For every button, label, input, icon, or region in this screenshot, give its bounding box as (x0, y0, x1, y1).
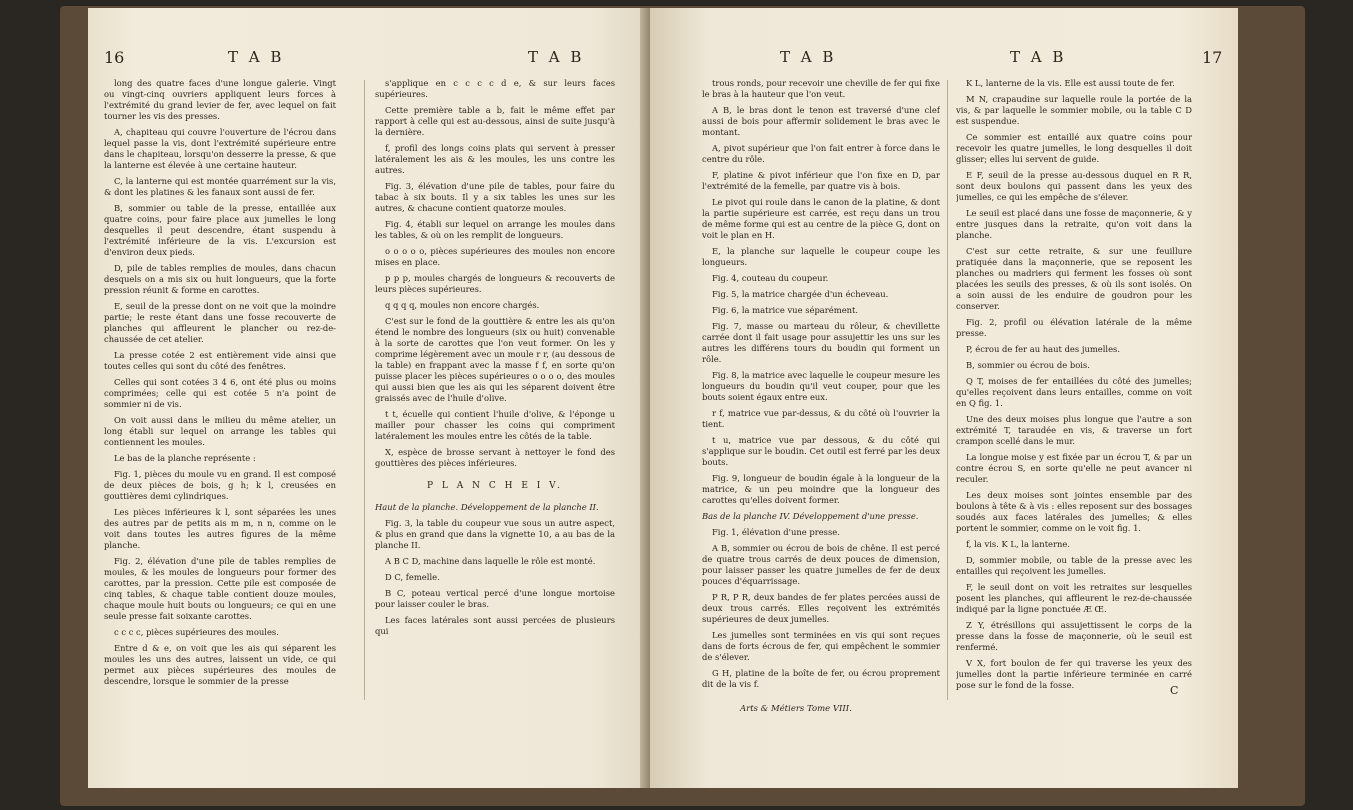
plate-subheading: Haut de la planche. Développement de la planche II. (375, 502, 599, 512)
paragraph: La longue moise y est fixée par un écrou T, & par un contre écrou S, en sorte qu'elle ne peut avancer ni reculer. (956, 452, 1192, 484)
paragraph: G H, platine de la boîte de fer, ou écrou proprement dit de la vis f. (702, 668, 940, 689)
paragraph: Fig. 1, élévation d'une presse. (712, 527, 840, 537)
paragraph: B, sommier ou table de la presse, entaillée aux quatre coins, pour faire place aux jumelles le long desquelles il peut descendre, étant suspendu à l'extrémité inférieure de la vis. L'excursion est d'environ deux pieds. (104, 203, 336, 257)
running-head-right-2: T A B (1010, 48, 1067, 66)
paragraph: C'est sur le fond de la gouttière & entre les ais qu'on étend le nombre des longueurs (six ou huit) convenable à la sorte de carottes que l'on veut former. On les y comprime légèrement avec un moule r r, (au dessous de la table) en frappant avec la masse f f, en sorte qu'on puisse placer les pièces supérieures o o o o, des moules qui aussi bien que les ais qui les séparent doivent être graissés avec de l'huile d'olive. (375, 316, 615, 403)
paragraph: Les jumelles sont terminées en vis qui sont reçues dans de forts écrous de fer, qui empêchent le sommier de s'élever. (702, 630, 940, 662)
paragraph: A B, le bras dont le tenon est traversé d'une clef aussi de bois pour affermir solidement le bras avec le montant. (702, 105, 940, 137)
paragraph: Fig. 9, longueur de boudin égale à la longueur de la matrice, & un peu moindre que la longueur des carottes qu'elles doivent former. (702, 473, 940, 505)
running-head-right-1: T A B (780, 48, 837, 66)
paragraph: trous ronds, pour recevoir une cheville de fer qui fixe le bras à la hauteur que l'on veut. (702, 78, 940, 99)
paragraph: long des quatre faces d'une longue galerie. Vingt ou vingt-cinq ouvriers appliquent leurs forces à l'extrémité du grand levier de fer, avec lequel on fait tourner les vis des presses. (104, 78, 336, 121)
paragraph: Le seuil est placé dans une fosse de maçonnerie, & y entre jusques dans la retraite, qu'on voit dans la planche. (956, 208, 1192, 240)
paragraph: Les pièces inférieures k l, sont séparées les unes des autres par de petits ais m m, n n, comme on le voit dans toutes les autres figures de la même planche. (104, 507, 336, 550)
column-4 (956, 78, 1192, 718)
paragraph: Celles qui sont cotées 3 4 6, ont été plus ou moins comprimées; celle qui est cotée 5 n'a point de sommier ni de vis. (104, 377, 336, 409)
paragraph: Fig. 4, établi sur lequel on arrange les moules dans les tables, & où on les remplit de longueurs. (375, 219, 615, 240)
paragraph: Fig. 3, la table du coupeur vue sous un autre aspect, & plus en grand que dans la vignette 10, a au bas de la planche II. (375, 518, 615, 550)
column-1 (104, 78, 336, 718)
plate-heading: P L A N C H E I V. (427, 481, 563, 491)
paragraph: X, espèce de brosse servant à nettoyer le fond des gouttières des pièces inférieures. (375, 447, 615, 468)
paragraph: A B C D, machine dans laquelle le rôle est monté. (385, 556, 596, 566)
running-head-left-2: T A B (528, 48, 585, 66)
left-page (88, 8, 678, 788)
paragraph: Ce sommier est entaillé aux quatre coins pour recevoir les quatre jumelles, le long desquelles il doit glisser; elles lui servent de guide. (956, 132, 1192, 164)
column-rule-right (947, 80, 948, 700)
paragraph: D C, femelle. (385, 572, 440, 582)
paragraph: o o o o o, pièces supérieures des moules non encore mises en place. (375, 246, 615, 267)
paragraph: c c c c, pièces supérieures des moules. (114, 627, 279, 637)
running-head-left-1: T A B (228, 48, 285, 66)
paragraph: A, chapiteau qui couvre l'ouverture de l'écrou dans lequel passe la vis, dont l'extrémité supérieure entre dans le chapiteau, lorsqu'on desserre la presse, & que la lanterne est élevée à une certaine hauteur. (104, 127, 336, 170)
page-number-right: 17 (1202, 48, 1223, 67)
paragraph: B, sommier ou écrou de bois. (966, 360, 1090, 370)
paragraph: s'applique en c c c c d e, & sur leurs faces supérieures. (375, 78, 615, 99)
paragraph: r f, matrice vue par-dessus, & du côté où l'ouvrier la tient. (702, 408, 940, 429)
footer-volume: Arts & Métiers Tome VIII. (740, 704, 852, 714)
paragraph: Le pivot qui roule dans le canon de la platine, & dont la partie supérieure est carrée, est reçu dans un trou de même forme qui est au centre de la pièce G, dont on voit le plan en H. (702, 197, 940, 240)
paragraph: Fig. 8, la matrice avec laquelle le coupeur mesure les longueurs du boudin qu'il veut couper, pour que les bouts soient égaux entre eux. (702, 370, 940, 402)
paragraph: E, seuil de la presse dont on ne voit que la moindre partie; le reste étant dans une fosse recouverte de planches qui affleurent le plancher ou rez-de-chaussée de cet atelier. (104, 301, 336, 344)
paragraph: p p p, moules chargés de longueurs & recouverts de leurs pièces supérieures. (375, 273, 615, 294)
paragraph: Les faces latérales sont aussi percées de plusieurs qui (375, 615, 615, 636)
paragraph: F, le seuil dont on voit les retraites sur lesquelles posent les planches, qui affleurent le rez-de-chaussée indiqué par la ligne ponctuée Æ Œ. (956, 582, 1192, 614)
paragraph: Fig. 4, couteau du coupeur. (712, 273, 829, 283)
paragraph: Fig. 2, élévation d'une pile de tables remplies de moules, & les moules de longueurs pour former des carottes, par la pression. Cette pile est composée de cinq tables, & chaque table contient douze moules, chaque moule huit bouts ou longueurs; ce qui en une seule presse fait soixante carottes. (104, 556, 336, 621)
paragraph: E, la planche sur laquelle le coupeur coupe les longueurs. (702, 246, 940, 267)
paragraph: On voit aussi dans le milieu du même atelier, un long établi sur lequel on arrange les tables qui contiennent les moules. (104, 415, 336, 447)
paragraph: Fig. 2, profil ou élévation latérale de la même presse. (956, 317, 1192, 338)
right-page (650, 8, 1238, 788)
paragraph: K L, lanterne de la vis. Elle est aussi toute de fer. (966, 78, 1175, 88)
paragraph: Fig. 1, pièces du moule vu en grand. Il est composé de deux pièces de bois, g h; k l, creusées en gouttières demi cylindriques. (104, 469, 336, 501)
paragraph: f, la vis. K L, la lanterne. (966, 539, 1071, 549)
paragraph: q q q q, moules non encore chargés. (385, 300, 540, 310)
paragraph: Les deux moises sont jointes ensemble par des boulons à tête & à vis : elles reposent sur des bossages soudés aux faces latérales des jumelles; & elles portent le sommier, comme on le voit fig. 1. (956, 490, 1192, 533)
paragraph: D, sommier mobile, ou table de la presse avec les entailles qui reçoivent les jumelles. (956, 555, 1192, 576)
paragraph: Q T, moises de fer entaillées du côté des jumelles; qu'elles reçoivent dans leurs entailles, comme on voit en Q fig. 1. (956, 376, 1192, 408)
column-3 (702, 78, 940, 718)
paragraph: Cette première table a b, fait le même effet par rapport à celle qui est au-dessous, ainsi de suite jusqu'à la dernière. (375, 105, 615, 137)
paragraph: F, platine & pivot inférieur que l'on fixe en D, par l'extrémité de la femelle, par quatre vis à bois. (702, 170, 940, 191)
signature-mark: C (1170, 684, 1179, 697)
paragraph: Fig. 7, masse ou marteau du rôleur, & chevillette carrée dont il fait usage pour assujettir les uns sur les autres les différens tours du boudin qui forment un rôle. (702, 321, 940, 364)
page-number-left: 16 (104, 48, 125, 67)
paragraph: Fig. 6, la matrice vue séparément. (712, 305, 859, 315)
paragraph: Fig. 5, la matrice chargée d'un écheveau. (712, 289, 889, 299)
paragraph: P, écrou de fer au haut des jumelles. (966, 344, 1121, 354)
paragraph: P R, P R, deux bandes de fer plates percées aussi de deux trous carrés. Elles reçoivent les extrémités supérieures de deux jumelles. (702, 592, 940, 624)
paragraph: t u, matrice vue par dessous, & du côté qui s'applique sur le boudin. Cet outil est ferré par les deux bouts. (702, 435, 940, 467)
paragraph: V X, fort boulon de fer qui traverse les yeux des jumelles dont la partie inférieure terminée en carré pose sur le fond de la fosse. (956, 658, 1192, 690)
paragraph: La presse cotée 2 est entièrement vide ainsi que toutes celles qui sont du côté des fenêtres. (104, 350, 336, 371)
column-rule (364, 80, 365, 700)
paragraph: M N, crapaudine sur laquelle roule la portée de la vis, & par laquelle le sommier mobile, ou la table C D est suspendue. (956, 94, 1192, 126)
paragraph: Une des deux moises plus longue que l'autre a son extrémité T, taraudée en vis, & traverse un fort crampon scellé dans le mur. (956, 414, 1192, 446)
paragraph: Z Y, étrésillons qui assujettissent le corps de la presse dans la fosse de maçonnerie, où le seuil est renfermé. (956, 620, 1192, 652)
paragraph: Entre d & e, on voit que les ais qui séparent les moules les uns des autres, laissent un vide, ce qui permet aux pièces supérieures des moules de descendre, lorsque le sommier de la presse (104, 643, 336, 686)
paragraph: C, la lanterne qui est montée quarrément sur la vis, & dont les platines & les fanaux sont aussi de fer. (104, 176, 336, 197)
column-2 (375, 78, 615, 718)
paragraph: t t, écuelle qui contient l'huile d'olive, & l'éponge u mailler pour chasser les coins qui compriment latéralement les moules entre les côtés de la table. (375, 409, 615, 441)
paragraph: Le bas de la planche représente : (114, 453, 256, 463)
paragraph: A, pivot supérieur que l'on fait entrer à force dans le centre du rôle. (702, 143, 940, 164)
paragraph: A B, sommier ou écrou de bois de chêne. Il est percé de quatre trous carrés de deux pouces de dimension, pour laisser passer les quatre jumelles de fer de deux pouces d'équarrissage. (702, 543, 940, 586)
paragraph: D, pile de tables remplies de moules, dans chacun desquels on a mis six ou huit longueurs, que la forte pression réunit & forme en carottes. (104, 263, 336, 295)
paragraph: f, profil des longs coins plats qui servent à presser latéralement les ais & les moules, les uns contre les autres. (375, 143, 615, 175)
paragraph: B C, poteau vertical percé d'une longue mortoise pour laisser couler le bras. (375, 588, 615, 609)
paragraph: C'est sur cette retraite, & sur une feuillure pratiquée dans la maçonnerie, que se reposent les planches ou madriers qui ferment les fosses où sont placées les seuils des presses, & où ils sont isolés. On a soin aussi de les enduire de goudron pour les conserver. (956, 246, 1192, 311)
paragraph: Fig. 3, élévation d'une pile de tables, pour faire du tabac à six bouts. Il y a six tables les unes sur les autres, & chacune contient quatorze moules. (375, 181, 615, 213)
paragraph: E F, seuil de la presse au-dessous duquel en R R, sont deux boulons qui passent dans les yeux des jumelles, ce qui les empêche de s'élever. (956, 170, 1192, 202)
section-subheading: Bas de la planche IV. Développement d'une presse. (702, 511, 919, 521)
